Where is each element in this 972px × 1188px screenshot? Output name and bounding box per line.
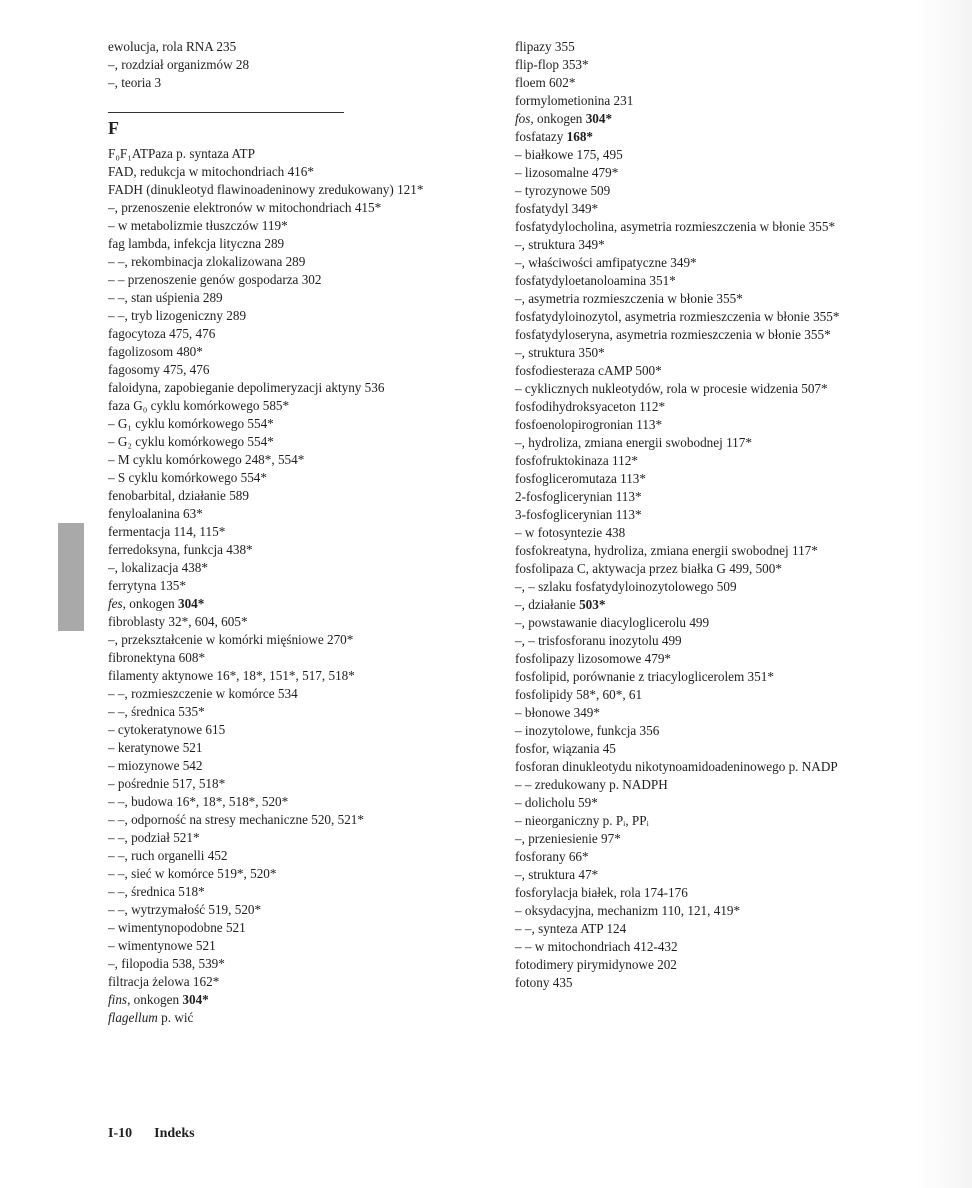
index-entry: fenobarbital, działanie 589 bbox=[108, 488, 249, 503]
index-entry: – –, synteza ATP 124 bbox=[515, 921, 627, 936]
index-entry: 3-fosfoglicerynian 113* bbox=[515, 507, 642, 522]
index-entry: formylometionina 231 bbox=[515, 93, 634, 108]
index-entry: –, rozdział organizmów 28 bbox=[108, 57, 250, 72]
index-entry: – –, stan uśpienia 289 bbox=[108, 290, 223, 305]
left-entries bbox=[108, 145, 490, 1027]
index-entry: fosfatydyloinozytol, asymetria rozmieszczenia w błonie 355* bbox=[515, 309, 840, 324]
index-entry: fosforany 66* bbox=[515, 849, 589, 864]
index-entry: fosfatazy 168* bbox=[515, 129, 593, 144]
index-entry: – dolicholu 59* bbox=[515, 795, 598, 810]
footer-section: Indeks bbox=[154, 1126, 195, 1141]
index-entry: fosfolipidy 58*, 60*, 61 bbox=[515, 687, 643, 702]
index-entry: fosfor, wiązania 45 bbox=[515, 741, 616, 756]
index-entry: –, asymetria rozmieszczenia w błonie 355* bbox=[515, 291, 743, 306]
index-entry: fosfodihydroksyaceton 112* bbox=[515, 399, 666, 414]
index-entry: – – zredukowany p. NADPH bbox=[515, 777, 668, 792]
index-entry: –, przenoszenie elektronów w mitochondriach 415* bbox=[108, 200, 382, 215]
index-entry: –, działanie 503* bbox=[515, 597, 606, 612]
index-entry: –, filopodia 538, 539* bbox=[108, 956, 225, 971]
index-entry: F₀F₁ATPaza p. syntaza ATP bbox=[108, 146, 255, 161]
right-column bbox=[515, 38, 897, 992]
index-entry: fosfatydyloetanoloamina 351* bbox=[515, 273, 676, 288]
index-entry: – nieorganiczny p. Pᵢ, PPᵢ bbox=[515, 813, 649, 828]
index-entry: – –, budowa 16*, 18*, 518*, 520* bbox=[108, 794, 289, 809]
index-entry: –, lokalizacja 438* bbox=[108, 560, 208, 575]
index-entry: –, teoria 3 bbox=[108, 75, 162, 90]
index-entry: – –, rekombinacja zlokalizowana 289 bbox=[108, 254, 306, 269]
index-entry: faloidyna, zapobieganie depolimeryzacji aktyny 536 bbox=[108, 380, 385, 395]
index-entry: – G₁ cyklu komórkowego 554* bbox=[108, 416, 274, 431]
section-letter: F bbox=[108, 118, 119, 138]
index-entry: ferrytyna 135* bbox=[108, 578, 186, 593]
index-entry: filamenty aktynowe 16*, 18*, 151*, 517, 518* bbox=[108, 668, 355, 683]
index-entry: –, – szlaku fosfatydyloinozytolowego 509 bbox=[515, 579, 737, 594]
index-entry: 2-fosfoglicerynian 113* bbox=[515, 489, 642, 504]
index-entry: – tyrozynowe 509 bbox=[515, 183, 611, 198]
index-entry: FADH (dinukleotyd flawinoadeninowy zredukowany) 121* bbox=[108, 182, 424, 197]
index-entry: – G₂ cyklu komórkowego 554* bbox=[108, 434, 274, 449]
page-footer bbox=[108, 1126, 195, 1142]
index-entry: – – przenoszenie genów gospodarza 302 bbox=[108, 272, 322, 287]
index-entry: – w fotosyntezie 438 bbox=[515, 525, 626, 540]
index-entry: fosfatydylocholina, asymetria rozmieszczenia w błonie 355* bbox=[515, 219, 836, 234]
index-entry: – –, rozmieszczenie w komórce 534 bbox=[108, 686, 298, 701]
index-entry: –, powstawanie diacyloglicerolu 499 bbox=[515, 615, 710, 630]
index-entry: – S cyklu komórkowego 554* bbox=[108, 470, 267, 485]
index-entry: – –, tryb lizogeniczny 289 bbox=[108, 308, 247, 323]
index-entry: – –, podział 521* bbox=[108, 830, 200, 845]
index-entry: fotony 435 bbox=[515, 975, 573, 990]
index-entry: – –, ruch organelli 452 bbox=[108, 848, 228, 863]
index-entry: fibroblasty 32*, 604, 605* bbox=[108, 614, 248, 629]
index-entry: floem 602* bbox=[515, 75, 576, 90]
index-entry: – w metabolizmie tłuszczów 119* bbox=[108, 218, 288, 233]
index-entry: fosforylacja białek, rola 174-176 bbox=[515, 885, 688, 900]
page-number: I-10 bbox=[108, 1126, 133, 1141]
index-entry: – M cyklu komórkowego 248*, 554* bbox=[108, 452, 305, 467]
index-entry: ewolucja, rola RNA 235 bbox=[108, 39, 237, 54]
index-entry: – –, średnica 518* bbox=[108, 884, 205, 899]
index-entry: fosfodiesteraza cAMP 500* bbox=[515, 363, 662, 378]
index-entry: filtracja żelowa 162* bbox=[108, 974, 220, 989]
index-entry: –, przekształcenie w komórki mięśniowe 270* bbox=[108, 632, 354, 647]
index-entry: flagellum p. wić bbox=[108, 1010, 194, 1025]
index-entry: – wimentynowe 521 bbox=[108, 938, 216, 953]
index-entry: – –, odporność na stresy mechaniczne 520, 521* bbox=[108, 812, 364, 827]
index-entry: –, struktura 47* bbox=[515, 867, 599, 882]
index-entry: fag lambda, infekcja lityczna 289 bbox=[108, 236, 285, 251]
index-entry: fagolizosom 480* bbox=[108, 344, 203, 359]
top-entries bbox=[108, 38, 490, 92]
index-entry: – –, sieć w komórce 519*, 520* bbox=[108, 866, 277, 881]
index-entry: faza G₀ cyklu komórkowego 585* bbox=[108, 398, 290, 413]
index-entry: fosfatydyl 349* bbox=[515, 201, 599, 216]
index-entry: flip-flop 353* bbox=[515, 57, 589, 72]
index-entry: fotodimery pirymidynowe 202 bbox=[515, 957, 677, 972]
index-entry: – oksydacyjna, mechanizm 110, 121, 419* bbox=[515, 903, 741, 918]
index-entry: FAD, redukcja w mitochondriach 416* bbox=[108, 164, 314, 179]
index-entry: fagocytoza 475, 476 bbox=[108, 326, 216, 341]
index-entry: fos, onkogen 304* bbox=[515, 111, 613, 126]
index-entry: fosfofruktokinaza 112* bbox=[515, 453, 638, 468]
index-entry: – lizosomalne 479* bbox=[515, 165, 619, 180]
index-entry: – błonowe 349* bbox=[515, 705, 600, 720]
index-entry: – –, wytrzymałość 519, 520* bbox=[108, 902, 262, 917]
index-entry: – inozytolowe, funkcja 356 bbox=[515, 723, 660, 738]
index-entry: flipazy 355 bbox=[515, 39, 575, 54]
index-entry: –, hydroliza, zmiana energii swobodnej 117* bbox=[515, 435, 752, 450]
index-entry: – miozynowe 542 bbox=[108, 758, 203, 773]
index-entry: fosfolipaza C, aktywacja przez białka G 499, 500* bbox=[515, 561, 782, 576]
index-entry: fosfoenolopirogronian 113* bbox=[515, 417, 663, 432]
index-entry: – – w mitochondriach 412-432 bbox=[515, 939, 678, 954]
index-entry: fosfokreatyna, hydroliza, zmiana energii swobodnej 117* bbox=[515, 543, 818, 558]
index-entry: fibronektyna 608* bbox=[108, 650, 206, 665]
index-entry: – –, średnica 535* bbox=[108, 704, 205, 719]
index-entry: fosforan dinukleotydu nikotynoamidoadeninowego p. NADP bbox=[515, 759, 838, 774]
index-entry: – cyklicznych nukleotydów, rola w procesie widzenia 507* bbox=[515, 381, 828, 396]
index-entry: fosfogliceromutaza 113* bbox=[515, 471, 646, 486]
left-column bbox=[108, 38, 490, 1027]
index-entry: – keratynowe 521 bbox=[108, 740, 203, 755]
letter-rule bbox=[108, 112, 344, 113]
index-entry: fes, onkogen 304* bbox=[108, 596, 205, 611]
index-entry: fosfolipazy lizosomowe 479* bbox=[515, 651, 672, 666]
index-entry: fosfatydyloseryna, asymetria rozmieszczenia w błonie 355* bbox=[515, 327, 831, 342]
index-entry: fosfolipid, porównanie z triacyloglicerolem 351* bbox=[515, 669, 774, 684]
index-entry: –, właściwości amfipatyczne 349* bbox=[515, 255, 697, 270]
index-entry: – pośrednie 517, 518* bbox=[108, 776, 226, 791]
index-entry: – wimentynopodobne 521 bbox=[108, 920, 246, 935]
index-entry: – cytokeratynowe 615 bbox=[108, 722, 226, 737]
index-entry: fagosomy 475, 476 bbox=[108, 362, 210, 377]
index-entry: –, przeniesienie 97* bbox=[515, 831, 621, 846]
index-entry: –, struktura 349* bbox=[515, 237, 605, 252]
index-entry: –, – trisfosforanu inozytolu 499 bbox=[515, 633, 682, 648]
index-thumb-tab bbox=[58, 523, 84, 631]
index-entry: fermentacja 114, 115* bbox=[108, 524, 226, 539]
index-entry: – białkowe 175, 495 bbox=[515, 147, 623, 162]
index-entry: –, struktura 350* bbox=[515, 345, 605, 360]
index-entry: fenyloalanina 63* bbox=[108, 506, 203, 521]
page-edge-shadow bbox=[916, 0, 972, 1188]
right-entries bbox=[515, 38, 897, 992]
index-entry: fins, onkogen 304* bbox=[108, 992, 209, 1007]
index-entry: ferredoksyna, funkcja 438* bbox=[108, 542, 253, 557]
